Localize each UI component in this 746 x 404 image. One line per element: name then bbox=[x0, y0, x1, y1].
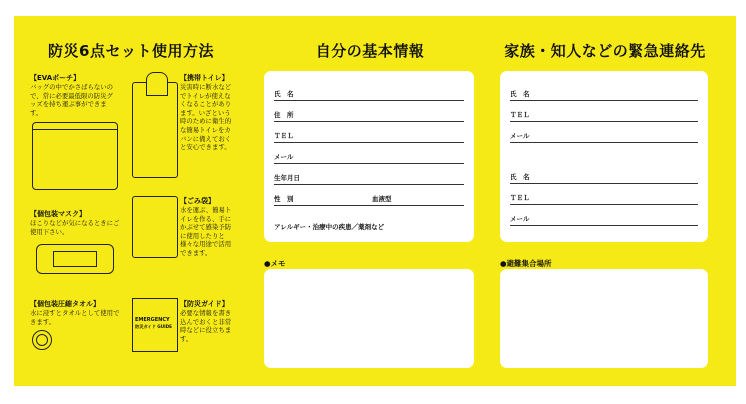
towel-illustration bbox=[32, 330, 52, 350]
self-info-box bbox=[264, 71, 474, 242]
mask-illustration bbox=[36, 244, 114, 274]
guide-label-2: 防災ガイド GUIDE bbox=[135, 324, 173, 329]
garbage-bag-text: 水を運ぶ、簡易トイレを作る、手にかぶせて感染予防に使用したりと様々な用途で活用できます。 bbox=[180, 206, 232, 257]
towel-text: 水に浸すとタオルとして使用できます。 bbox=[30, 309, 120, 326]
field-tel[interactable]: ＴＥＬ bbox=[274, 128, 464, 143]
field-address[interactable]: 住 所 bbox=[274, 107, 464, 122]
eva-pouch-text: バッグの中でかさばらないので、常に必要最低限の防災グッズを持ち運ぶ事ができます。 bbox=[30, 83, 114, 117]
towel-heading: 【個包装圧縮タオル】 bbox=[30, 300, 100, 308]
guide-heading: 【防災ガイド】 bbox=[180, 300, 229, 308]
memo-label: ●メモ bbox=[264, 259, 286, 268]
mask-text: ほこりなどが気になるときにご使用下さい。 bbox=[30, 219, 120, 236]
memo-box[interactable] bbox=[264, 269, 474, 368]
toilet-heading: 【携帯トイレ】 bbox=[180, 74, 229, 82]
contact2-name[interactable]: 氏 名 bbox=[510, 169, 698, 184]
field-name[interactable]: 氏 名 bbox=[274, 86, 464, 101]
field-gender-bloodtype[interactable]: 性 別 血液型 bbox=[274, 191, 464, 206]
garbage-bag-heading: 【ごみ袋】 bbox=[180, 197, 215, 205]
usage-title: 防災6点セット使用方法 bbox=[48, 42, 214, 60]
evacuation-box[interactable] bbox=[500, 269, 708, 368]
field-allergy[interactable]: アレルギー・治療中の疾患／薬剤など bbox=[274, 223, 385, 231]
eva-pouch-illustration bbox=[32, 122, 118, 190]
contact1-tel[interactable]: ＴＥＬ bbox=[510, 107, 698, 122]
contact2-tel[interactable]: ＴＥＬ bbox=[510, 190, 698, 205]
contact2-email[interactable]: メール bbox=[510, 211, 698, 226]
field-email[interactable]: メール bbox=[274, 149, 464, 164]
field-birthdate[interactable]: 生年月日 bbox=[274, 170, 464, 185]
emergency-contacts-title: 家族・知人などの緊急連絡先 bbox=[504, 42, 706, 60]
evacuation-label: ●避難集合場所 bbox=[500, 259, 552, 268]
toilet-illustration bbox=[132, 82, 178, 178]
mask-heading: 【個包装マスク】 bbox=[30, 210, 86, 218]
guide-label-1: EMERGENCY bbox=[135, 317, 170, 323]
contact1-name[interactable]: 氏 名 bbox=[510, 86, 698, 101]
contact1-email[interactable]: メール bbox=[510, 128, 698, 143]
toilet-cup-illustration bbox=[146, 72, 168, 96]
guide-booklet-illustration bbox=[132, 298, 178, 352]
eva-pouch-heading: 【EVAポーチ】 bbox=[30, 74, 81, 82]
toilet-text: 災害時に断水などでトイレが使えなくなることがあります。いざという時のために衛生的な簡易トイレをカバンに備えておくと安心できます。 bbox=[180, 83, 232, 152]
guide-sheet bbox=[14, 16, 736, 386]
garbage-bag-illustration bbox=[132, 196, 178, 258]
guide-text: 必要な情報を書き込んでおくと非常時などに役立ちます。 bbox=[180, 309, 232, 343]
emergency-contacts-box bbox=[500, 71, 708, 242]
self-info-title: 自分の基本情報 bbox=[315, 42, 425, 60]
